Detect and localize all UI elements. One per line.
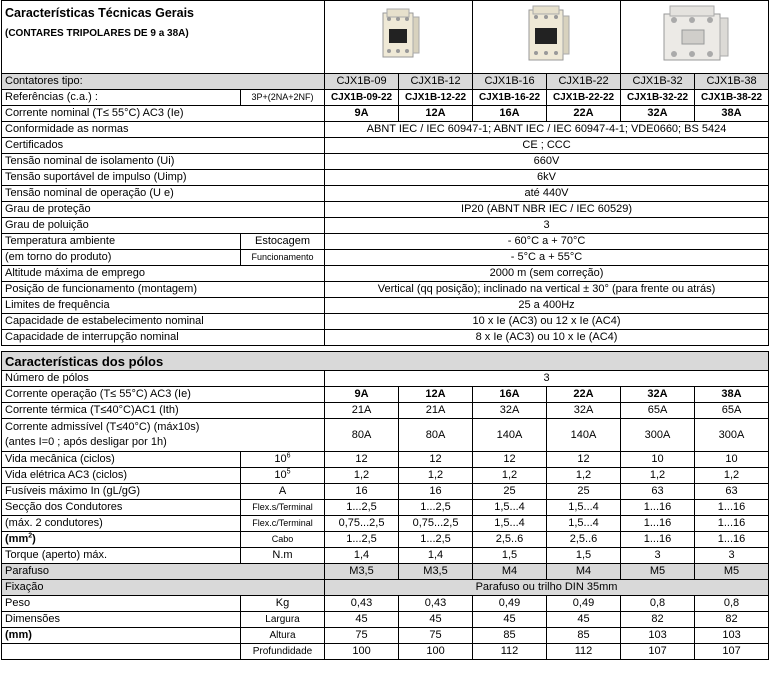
ref-config: 3P+(2NA+2NF) xyxy=(241,90,325,106)
admissible-cell: 80A xyxy=(399,419,473,452)
models-row xyxy=(2,74,769,90)
elec-unit-cell xyxy=(241,468,325,484)
width-row xyxy=(2,612,769,628)
width-cell: 45 xyxy=(547,612,621,628)
cabo-cell: 2,5..6 xyxy=(473,532,547,548)
mech-unit: 10 xyxy=(274,453,287,465)
mech-cell: 12 xyxy=(473,452,547,468)
depth-cell: 112 xyxy=(473,644,547,660)
ref-cell: CJX1B-16-22 xyxy=(473,90,547,106)
temp-row-storage xyxy=(2,234,769,250)
flex-s-cell: 1,5...4 xyxy=(547,500,621,516)
mech-cell: 10 xyxy=(695,452,769,468)
temp-label: Temperatura ambiente xyxy=(2,234,241,250)
model-cell: CJX1B-12 xyxy=(399,74,473,90)
weight-cell: 0,8 xyxy=(621,596,695,612)
elec-label: Vida elétrica AC3 (ciclos) xyxy=(2,468,241,484)
op-current-label: Corrente operação (T≤ 55°C) AC3 (Ie) xyxy=(2,387,325,403)
flex-s-cell: 1...2,5 xyxy=(399,500,473,516)
elec-cell: 1,2 xyxy=(547,468,621,484)
screw-cell: M5 xyxy=(621,564,695,580)
flex-c-cell: 0,75...2,5 xyxy=(325,516,399,532)
thermal-cell: 65A xyxy=(621,403,695,419)
spec-row xyxy=(2,170,769,186)
width-cell: 82 xyxy=(695,612,769,628)
spec-value: Vertical (qq posição); inclinado na vertical ± 30° (para frente ou atrás) xyxy=(325,282,769,298)
mech-exp: 6 xyxy=(286,452,291,460)
width-cell: 82 xyxy=(621,612,695,628)
torque-cell: 3 xyxy=(621,548,695,564)
admissible-label-1: Corrente admissível (T≤40°C) (máx10s) xyxy=(5,421,200,433)
spec-label: Tensão nominal de operação (U e) xyxy=(2,186,325,202)
spec-row xyxy=(2,202,769,218)
spec-label: Tensão nominal de isolamento (Ui) xyxy=(2,154,325,170)
fuse-cell: 16 xyxy=(399,484,473,500)
ref-cell: CJX1B-22-22 xyxy=(547,90,621,106)
model-cell: CJX1B-09 xyxy=(325,74,399,90)
fuse-cell: 63 xyxy=(621,484,695,500)
height-cell: 103 xyxy=(621,628,695,644)
cabo-cell: 1...2,5 xyxy=(325,532,399,548)
section-cabo-row xyxy=(2,532,769,548)
op-current-cell: 32A xyxy=(621,387,695,403)
nominal-current-label: Corrente nominal (T≤ 55°C) AC3 (Ie) xyxy=(2,106,325,122)
admissible-label-2: (antes I=0 ; após desligar por 1h) xyxy=(5,436,167,448)
spec-label: Grau de poluição xyxy=(2,218,325,234)
thermal-cell: 21A xyxy=(325,403,399,419)
spec-row xyxy=(2,186,769,202)
refs-row xyxy=(2,90,769,106)
torque-cell: 1,5 xyxy=(473,548,547,564)
admissible-cell: 300A xyxy=(695,419,769,452)
ref-cell: CJX1B-12-22 xyxy=(399,90,473,106)
spec-value: 25 a 400Hz xyxy=(325,298,769,314)
height-label: Altura xyxy=(241,628,325,644)
weight-unit: Kg xyxy=(241,596,325,612)
torque-cell: 1,4 xyxy=(325,548,399,564)
width-cell: 45 xyxy=(399,612,473,628)
fix-row xyxy=(2,580,769,596)
spec-value: 660V xyxy=(325,154,769,170)
mech-cell: 12 xyxy=(399,452,473,468)
admissible-cell: 300A xyxy=(621,419,695,452)
admissible-cell: 140A xyxy=(473,419,547,452)
current-cell: 22A xyxy=(547,106,621,122)
dim-label: Dimensões xyxy=(2,612,241,628)
flex-c-label: Flex.c/Terminal xyxy=(241,516,325,532)
spec-row xyxy=(2,154,769,170)
general-spec-table xyxy=(1,0,769,660)
section-unit-end: ) xyxy=(32,533,36,545)
weight-label: Peso xyxy=(2,596,241,612)
section-flex-s-row xyxy=(2,500,769,516)
spec-label: Certificados xyxy=(2,138,325,154)
model-cell: CJX1B-16 xyxy=(473,74,547,90)
screw-cell: M3,5 xyxy=(399,564,473,580)
elec-cell: 1,2 xyxy=(621,468,695,484)
depth-cell: 107 xyxy=(621,644,695,660)
torque-unit: N.m xyxy=(241,548,325,564)
num-poles-label: Número de pólos xyxy=(2,371,325,387)
weight-row xyxy=(2,596,769,612)
model-cell: CJX1B-38 xyxy=(695,74,769,90)
spec-label: Capacidade de estabelecimento nominal xyxy=(2,314,325,330)
section-label-3 xyxy=(2,532,241,548)
op-current-cell: 12A xyxy=(399,387,473,403)
spec-sheet xyxy=(1,0,768,660)
spec-row xyxy=(2,266,769,282)
operation-label: Funcionamento xyxy=(241,250,325,266)
flex-s-cell: 1...16 xyxy=(621,500,695,516)
spec-label: Altitude máxima de emprego xyxy=(2,266,325,282)
fuse-cell: 16 xyxy=(325,484,399,500)
admissible-label-cell xyxy=(2,419,325,452)
op-current-cell: 22A xyxy=(547,387,621,403)
contactor-large-image xyxy=(650,4,740,66)
spec-value: 3 xyxy=(325,218,769,234)
elec-cell: 1,2 xyxy=(695,468,769,484)
width-cell: 45 xyxy=(325,612,399,628)
elec-life-row xyxy=(2,468,769,484)
fuse-cell: 63 xyxy=(695,484,769,500)
height-cell: 85 xyxy=(547,628,621,644)
screw-cell: M3,5 xyxy=(325,564,399,580)
flex-c-cell: 0,75...2,5 xyxy=(399,516,473,532)
header-cell xyxy=(2,1,325,74)
fix-value: Parafuso ou trilho DIN 35mm xyxy=(325,580,769,596)
model-cell: CJX1B-22 xyxy=(547,74,621,90)
mech-cell: 12 xyxy=(547,452,621,468)
ref-cell: CJX1B-32-22 xyxy=(621,90,695,106)
screw-label: Parafuso xyxy=(2,564,325,580)
spec-row xyxy=(2,298,769,314)
page-title: Características Técnicas Gerais xyxy=(5,6,195,20)
flex-c-cell: 1,5...4 xyxy=(547,516,621,532)
cabo-cell: 1...2,5 xyxy=(399,532,473,548)
spec-row xyxy=(2,218,769,234)
depth-cell: 107 xyxy=(695,644,769,660)
flex-s-cell: 1,5...4 xyxy=(473,500,547,516)
screw-row xyxy=(2,564,769,580)
admissible-cell: 80A xyxy=(325,419,399,452)
spec-value: 10 x Ie (AC3) ou 12 x Ie (AC4) xyxy=(325,314,769,330)
elec-cell: 1,2 xyxy=(399,468,473,484)
flex-c-cell: 1,5...4 xyxy=(473,516,547,532)
mech-cell: 12 xyxy=(325,452,399,468)
height-cell: 103 xyxy=(695,628,769,644)
dim-unit-label: (mm) xyxy=(2,628,241,644)
mech-cell: 10 xyxy=(621,452,695,468)
torque-cell: 1,4 xyxy=(399,548,473,564)
storage-value: - 60°C a + 70°C xyxy=(325,234,769,250)
type-label: Contatores tipo: xyxy=(2,74,325,90)
flex-c-cell: 1...16 xyxy=(621,516,695,532)
fuse-cell: 25 xyxy=(473,484,547,500)
mech-unit-cell xyxy=(241,452,325,468)
flex-s-label: Flex.s/Terminal xyxy=(241,500,325,516)
depth-cell: 100 xyxy=(325,644,399,660)
current-cell: 12A xyxy=(399,106,473,122)
spec-label: Limites de frequência xyxy=(2,298,325,314)
poles-title-row xyxy=(2,352,769,371)
thermal-label: Corrente térmica (T≤40°C)AC1 (Ith) xyxy=(2,403,325,419)
elec-unit: 10 xyxy=(274,469,287,481)
spec-value: CE ; CCC xyxy=(325,138,769,154)
spec-value: até 440V xyxy=(325,186,769,202)
model-cell: CJX1B-32 xyxy=(621,74,695,90)
spec-label: Capacidade de interrupção nominal xyxy=(2,330,325,346)
op-current-cell: 9A xyxy=(325,387,399,403)
spec-label: Conformidade as normas xyxy=(2,122,325,138)
storage-label: Estocagem xyxy=(241,234,325,250)
height-row xyxy=(2,628,769,644)
contactor-medium-image xyxy=(517,4,577,66)
torque-cell: 3 xyxy=(695,548,769,564)
torque-cell: 1,5 xyxy=(547,548,621,564)
contactor-small-image xyxy=(369,7,429,63)
depth-label: Profundidade xyxy=(241,644,325,660)
spec-value: 8 x Ie (AC3) ou 10 x Ie (AC4) xyxy=(325,330,769,346)
op-current-cell: 16A xyxy=(473,387,547,403)
spec-value: ABNT IEC / IEC 60947-1; ABNT IEC / IEC 60947-4-1; VDE0660; BS 5424 xyxy=(325,122,769,138)
flex-s-cell: 1...2,5 xyxy=(325,500,399,516)
depth-blank xyxy=(2,644,241,660)
spec-row xyxy=(2,282,769,298)
fix-label: Fixação xyxy=(2,580,325,596)
spec-value: IP20 (ABNT NBR IEC / IEC 60529) xyxy=(325,202,769,218)
width-label: Largura xyxy=(241,612,325,628)
spec-row xyxy=(2,138,769,154)
torque-row xyxy=(2,548,769,564)
fuse-label: Fusíveis máximo In (gL/gG) xyxy=(2,484,241,500)
cabo-cell: 1...16 xyxy=(621,532,695,548)
current-cell: 32A xyxy=(621,106,695,122)
product-image-cell-1 xyxy=(325,1,473,74)
op-current-row xyxy=(2,387,769,403)
spec-label: Tensão suportável de impulso (Uimp) xyxy=(2,170,325,186)
admissible-row xyxy=(2,419,769,452)
section-label-2: (máx. 2 condutores) xyxy=(2,516,241,532)
section-label-1: Secção dos Condutores xyxy=(2,500,241,516)
current-cell: 38A xyxy=(695,106,769,122)
weight-cell: 0,49 xyxy=(547,596,621,612)
thermal-row xyxy=(2,403,769,419)
weight-cell: 0,8 xyxy=(695,596,769,612)
cabo-cell: 1...16 xyxy=(695,532,769,548)
elec-cell: 1,2 xyxy=(473,468,547,484)
spec-label: Posição de funcionamento (montagem) xyxy=(2,282,325,298)
mech-life-row xyxy=(2,452,769,468)
spec-value: 6kV xyxy=(325,170,769,186)
cabo-cell: 2,5..6 xyxy=(547,532,621,548)
section-flex-c-row xyxy=(2,516,769,532)
section-unit-exp: 2 xyxy=(28,532,33,540)
thermal-cell: 21A xyxy=(399,403,473,419)
current-cell: 9A xyxy=(325,106,399,122)
spec-row xyxy=(2,314,769,330)
section-title: Características dos pólos xyxy=(2,352,769,371)
op-current-cell: 38A xyxy=(695,387,769,403)
thermal-cell: 65A xyxy=(695,403,769,419)
temp-label-2: (em torno do produto) xyxy=(2,250,241,266)
nominal-current-row xyxy=(2,106,769,122)
flex-c-cell: 1...16 xyxy=(695,516,769,532)
flex-s-cell: 1...16 xyxy=(695,500,769,516)
depth-cell: 112 xyxy=(547,644,621,660)
depth-row xyxy=(2,644,769,660)
section-unit: (mm xyxy=(5,533,29,545)
depth-cell: 100 xyxy=(399,644,473,660)
fuse-cell: 25 xyxy=(547,484,621,500)
width-cell: 45 xyxy=(473,612,547,628)
mech-label: Vida mecânica (ciclos) xyxy=(2,452,241,468)
fuse-row xyxy=(2,484,769,500)
admissible-cell: 140A xyxy=(547,419,621,452)
torque-label: Torque (aperto) máx. xyxy=(2,548,241,564)
num-poles-value: 3 xyxy=(325,371,769,387)
spec-row xyxy=(2,122,769,138)
weight-cell: 0,43 xyxy=(325,596,399,612)
ref-label: Referências (c.a.) : xyxy=(2,90,241,106)
num-poles-row xyxy=(2,371,769,387)
product-image-cell-3 xyxy=(621,1,769,74)
current-cell: 16A xyxy=(473,106,547,122)
page-subtitle: (CONTARES TRIPOLARES DE 9 a 38A) xyxy=(5,28,189,39)
weight-cell: 0,43 xyxy=(399,596,473,612)
weight-cell: 0,49 xyxy=(473,596,547,612)
height-cell: 75 xyxy=(399,628,473,644)
product-image-cell-2 xyxy=(473,1,621,74)
height-cell: 85 xyxy=(473,628,547,644)
ref-cell: CJX1B-38-22 xyxy=(695,90,769,106)
spec-value: 2000 m (sem correção) xyxy=(325,266,769,282)
screw-cell: M5 xyxy=(695,564,769,580)
spec-label: Grau de proteção xyxy=(2,202,325,218)
thermal-cell: 32A xyxy=(473,403,547,419)
cabo-label: Cabo xyxy=(241,532,325,548)
operation-value: - 5°C a + 55°C xyxy=(325,250,769,266)
screw-cell: M4 xyxy=(473,564,547,580)
height-cell: 75 xyxy=(325,628,399,644)
elec-exp: 5 xyxy=(286,468,291,476)
screw-cell: M4 xyxy=(547,564,621,580)
temp-row-operation xyxy=(2,250,769,266)
ref-cell: CJX1B-09-22 xyxy=(325,90,399,106)
elec-cell: 1,2 xyxy=(325,468,399,484)
thermal-cell: 32A xyxy=(547,403,621,419)
fuse-unit: A xyxy=(241,484,325,500)
spec-row xyxy=(2,330,769,346)
